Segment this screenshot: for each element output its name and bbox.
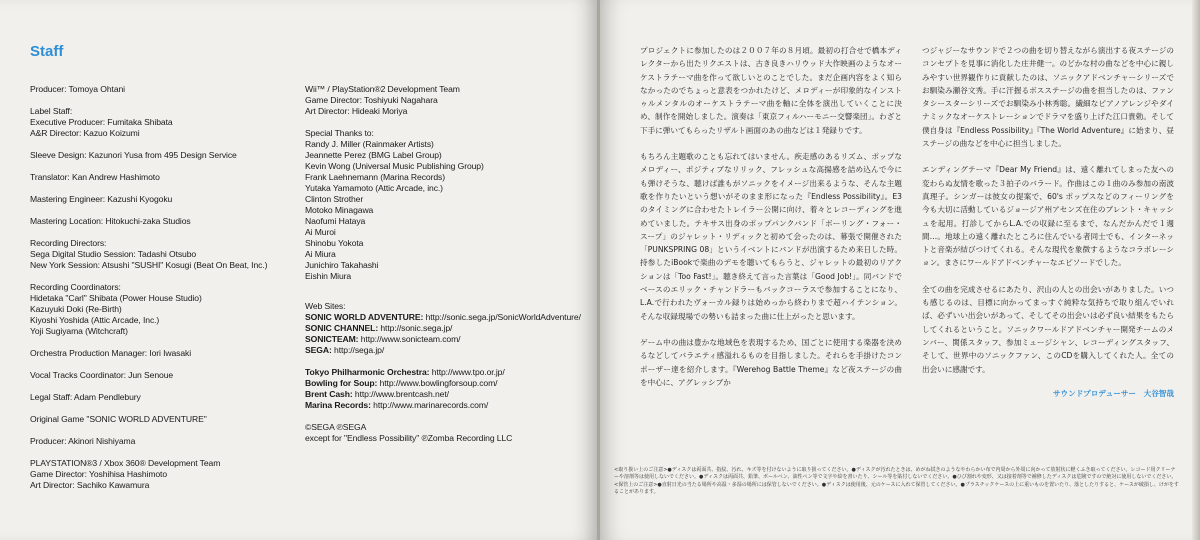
site-url: http://www.marinarecords.com/ xyxy=(373,400,489,410)
credit-line: Kevin Wong (Universal Music Publishing Group) xyxy=(305,161,484,171)
credit-group xyxy=(30,458,300,491)
credit-line: Ai Muroi xyxy=(305,227,336,237)
credit-line: Producer: Akinori Nishiyama xyxy=(30,436,136,446)
copyright xyxy=(305,422,595,444)
site-name: Tokyo Philharmonic Orchestra: xyxy=(305,367,430,377)
credit-line: Shinobu Yokota xyxy=(305,238,364,248)
credit-group xyxy=(30,172,300,183)
site-url: http://sonic.sega.jp/ xyxy=(380,323,453,333)
site-name: Brent Cash: xyxy=(305,389,353,399)
credit-line: Ai Miura xyxy=(305,249,336,259)
site-url: http://www.bowlingforsoup.com/ xyxy=(379,378,498,388)
web-site-entry xyxy=(305,334,595,345)
credit-line: Sleeve Design: Kazunori Yusa from 495 Design Service xyxy=(30,150,237,160)
credit-line: Recording Coordinators: xyxy=(30,282,121,292)
credit-line: Frank Laehnemann (Marina Records) xyxy=(305,172,445,182)
staff-credits-column-2 xyxy=(305,84,595,455)
copyright-line: ©SEGA ℗SEGA xyxy=(305,422,367,432)
credit-line: Kiyoshi Yoshida (Attic Arcade, Inc.) xyxy=(30,315,160,325)
handling-notes: <取り扱い上のご注意>●ディスクは両面共、指紋、汚れ、キズ等を付けないように取り扱ってください。●ディスクが汚れたときは、めがね拭きのようなやわらかい布で内周から外周に向かって放射状に軽くふき取ってください。レコード用クリーナーや溶剤等は使用しないでください。●ディスクは両面共、鉛筆、ボールペン、油性ペン等で文字や絵を書いたり、シール等を貼付しないでください。●ひび割れや変形、又は接着剤等で補修したディスクは危険ですので絶対に使用しないでください。<保管上のご注意>●直射日光の当たる場所や高温・多湿の場所には保管しないでください。●ディスクは使用後、元のケースに入れて保管してください。●プラスチックケースの上に重いものを置いたり、落としたりすると、ケースが破損し、けがをすることがあります。 xyxy=(614,467,1179,496)
credit-line: Yoji Sugiyama (Witchcraft) xyxy=(30,326,128,336)
credit-group xyxy=(30,194,300,205)
web-site-entry xyxy=(305,378,595,389)
credit-group xyxy=(30,238,300,271)
credit-group xyxy=(30,370,300,381)
page-edge xyxy=(1192,0,1200,540)
signature: サウンドプロデューサー 大谷智哉 xyxy=(1052,388,1174,398)
staff-title: Staff xyxy=(30,43,64,60)
site-name: Marina Records: xyxy=(305,400,371,410)
staff-page xyxy=(0,0,598,540)
credit-line: Orchestra Production Manager: Iori Iwasaki xyxy=(30,348,192,358)
liner-notes-column-2 xyxy=(922,44,1174,400)
credit-line: Clinton Strother xyxy=(305,194,364,204)
staff-credits-column-1 xyxy=(30,84,300,502)
credit-line: Translator: Kan Andrew Hashimoto xyxy=(30,172,160,182)
credit-line: Special Thanks to: xyxy=(305,128,374,138)
credit-line: New York Session: Atsushi "SUSHI" Kosugi (Beat On Beat, Inc.) xyxy=(30,260,268,270)
credit-line: Game Director: Yoshihisa Hashimoto xyxy=(30,469,168,479)
credit-line: Mastering Location: Hitokuchi-zaka Studios xyxy=(30,216,191,226)
liner-paragraph: ゲーム中の曲は豊かな地域色を表現するため、国ごとに使用する楽器を決めるなどしてバラエティ感溢れるものを目指しました。それらを手掛けたコンポーザー達を紹介します。『Werehog Battle Theme』など夜ステージの曲を中心に、アグレッシブか xyxy=(640,337,902,387)
credit-line: Motoko Minagawa xyxy=(305,205,374,215)
credit-line: Vocal Tracks Coordinator: Jun Senoue xyxy=(30,370,174,380)
site-name: SONICTEAM: xyxy=(305,334,359,344)
credit-group xyxy=(305,84,595,117)
site-url: http://sonic.sega.jp/SonicWorldAdventure/ xyxy=(425,312,581,322)
credit-line: Original Game "SONIC WORLD ADVENTURE" xyxy=(30,414,207,424)
credit-line: Game Director: Toshiyuki Nagahara xyxy=(305,95,438,105)
site-name: SONIC CHANNEL: xyxy=(305,323,379,333)
credit-line: Wii™ / PlayStation®2 Development Team xyxy=(305,84,460,94)
site-url: http://www.sonicteam.com/ xyxy=(360,334,461,344)
site-name: Bowling for Soup: xyxy=(305,378,378,388)
web-site-entry xyxy=(305,389,595,400)
web-site-entry xyxy=(305,345,595,356)
liner-notes-column-1 xyxy=(640,44,902,402)
web-site-entry xyxy=(305,323,595,334)
credit-line: Recording Directors: xyxy=(30,238,107,248)
credit-line: Randy J. Miller (Rainmaker Artists) xyxy=(305,139,434,149)
credit-line: Yutaka Yamamoto (Attic Arcade, inc.) xyxy=(305,183,443,193)
web-sites-title: Web Sites: xyxy=(305,301,346,311)
credit-line: Executive Producer: Fumitaka Shibata xyxy=(30,117,173,127)
liner-paragraph: もちろん主題歌のことも忘れてはいません。疾走感のあるリズム、ポップなメロディー、ポジティブなリリック、フレッシュな高揚感を詰め込んで今にも弾けそうな、聴けば誰もがソニックをイメージ出来るような、そんな主題歌を作りたいという想いがそのまま形になった『Endless Possibility』。E3のタイミングに合わせたトレイラー公開に向け、着々とレコーディングを進めていました。テキサス出身のポップパンクバンド「ボーリング・フォー・スープ」のジャレット・リディックと初めて会ったのは、幕張で開催された「PUNKSPRING 08」というイベントにバンドが出演するため来日した時。持参したiBookで楽曲のデモを聴いてもらうと、ジャレットの最初のリアクションは「Too Fast!」。聴き終えて言った言葉は「Good Job!」。同バンドでベースのエリック・チャンドラーもバックコーラスで参加することになり、L.A.で行われたヴォーカル録りは始めっから終わりまで超ハイテンション。そんな収録現場での勢いも詰まった曲に仕上がったと思います。 xyxy=(640,152,902,321)
liner-paragraph: エンディングテーマ『Dear My Friend』は、遠く離れてしまった友への変わらぬ友情を歌った３拍子のバラード。作曲はこの１曲のみ参加の南波真理子。シンガーは彼女の提案で、60's ポップスなどのフィーリングを今も大切に活動しているジョージア州アセンズ在住のブレント・キャッシュを起用。打診してからL.A.での収録に至るまで、なんだかんだで１週間…。地球上の遠く離れたところに住んでいる者同士でも、インターネットと音楽が結びつけてくれる。そんな現代を象徴するようなコラボレーション。まさにワールドアドベンチャーなエピソードでした。 xyxy=(922,165,1174,268)
credit-group xyxy=(30,414,300,425)
special-thanks xyxy=(305,128,595,282)
credit-line: Junichiro Takahashi xyxy=(305,260,379,270)
credit-line: Kazuyuki Doki (Re-Birth) xyxy=(30,304,122,314)
site-url: http://www.tpo.or.jp/ xyxy=(431,367,505,377)
credit-line: Mastering Engineer: Kazushi Kyogoku xyxy=(30,194,173,204)
credit-line: Hidetaka "Carl" Shibata (Power House Studio) xyxy=(30,293,202,303)
credit-line: Producer: Tomoya Ohtani xyxy=(30,84,125,94)
credit-line: A&R Director: Kazuo Koizumi xyxy=(30,128,140,138)
credit-group xyxy=(30,84,300,95)
web-site-entry xyxy=(305,312,595,323)
credit-group xyxy=(30,348,300,359)
credit-group xyxy=(30,282,300,337)
credit-line: PLAYSTATION®3 / Xbox 360® Development Team xyxy=(30,458,221,468)
credit-line: Art Director: Sachiko Kawamura xyxy=(30,480,150,490)
credit-group xyxy=(30,150,300,161)
credit-group xyxy=(30,106,300,139)
credit-line: Sega Digital Studio Session: Tadashi Otsubo xyxy=(30,249,197,259)
artist-links xyxy=(305,367,595,411)
credit-line: Art Director: Hideaki Moriya xyxy=(305,106,408,116)
liner-paragraph: つジャジーなサウンドで２つの曲を切り替えながら演出する夜ステージのコンセプトを見事に消化した庄井健一。のどかな村の曲などを中心に親しみやすい世界観作りに貢献したのは、ソニックアドベンチャーシリーズでお馴染み瀬谷文秀。手に汗握るボスステージの曲を担当したのは、ファンタシースターシリーズでお馴染み小林秀聡。繊細なピアノアレンジやダイナミックなオーケストレーションでドラマを盛り上げた江口貴勅。そして僕自身は『Endless Possibility』『The World Adventure』に始まり、昼ステージの曲などを中心に担当しました。 xyxy=(922,46,1174,149)
site-name: SONIC WORLD ADVENTURE: xyxy=(305,312,424,322)
credit-line: Jeannette Perez (BMG Label Group) xyxy=(305,150,442,160)
copyright-line: except for "Endless Possibility" ℗Zomba Recording LLC xyxy=(305,433,513,443)
credit-line: Naofumi Hataya xyxy=(305,216,366,226)
web-site-entry xyxy=(305,367,595,378)
web-site-entry xyxy=(305,400,595,411)
credit-line: Label Staff: xyxy=(30,106,73,116)
site-url: http://www.brentcash.net/ xyxy=(354,389,449,399)
site-name: SEGA: xyxy=(305,345,332,355)
credit-line: Legal Staff: Adam Pendlebury xyxy=(30,392,141,402)
web-sites xyxy=(305,301,595,356)
credit-group xyxy=(30,216,300,227)
site-url: http://sega.jp/ xyxy=(334,345,385,355)
credit-group xyxy=(30,436,300,447)
credit-line: Eishin Miura xyxy=(305,271,352,281)
credit-group xyxy=(30,392,300,403)
liner-paragraph: プロジェクトに参加したのは２００７年の８月頃。最初の打合せで橋本ディレクターから出たリクエストは、古き良きハリウッド大作映画のようなオーケストラテーマ曲を作って欲しいとのことでした。まだ企画内容をよく知らなかったのでちょっと意表をつかれたけど、メロディーが印象的なインストゥルメンタルのオーケストラテーマ曲を軸に全体を演出していくことに決め、制作を開始しました。演奏は「東京フィルハーモニー交響楽団」。わざと下手に弾いてもらったリザルト画面のあの曲などは１発録りです。 xyxy=(640,46,902,135)
liner-paragraph: 全ての曲を完成させるにあたり、沢山の人との出会いがありました。いつも感じるのは、目標に向かってまっすぐ純粋な気持ちで取り組んでいれば、必ずいい出会いがあって、そしてその出会いは必ず良い結果をもたらしてくれるということ。ソニックワールドアドベンチャー開発チームのメンバー、関係スタッフ、参加ミュージシャン、レコーディングスタッフ、そして、世界中のソニックファン、このCDを購入してくれた人。全ての出会いに感謝です。 xyxy=(922,284,1174,374)
